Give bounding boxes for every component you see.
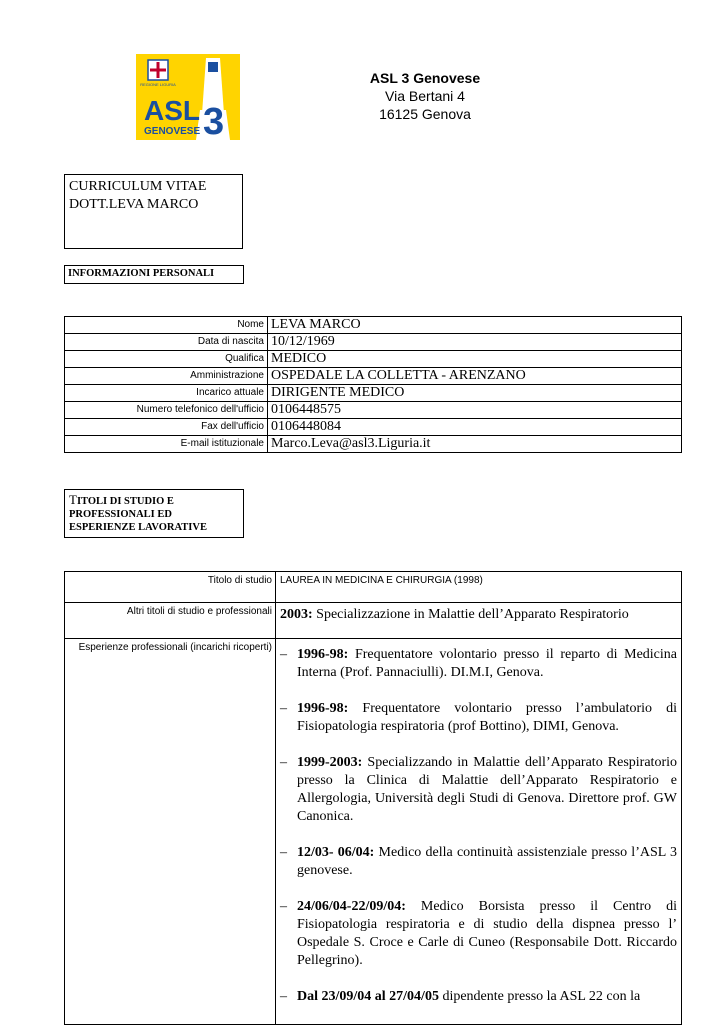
info-value: Marco.Leva@asl3.Liguria.it	[268, 436, 682, 453]
experience-period: 1999-2003:	[297, 755, 363, 770]
header-address	[352, 69, 498, 123]
altri-titoli-value	[276, 603, 682, 639]
table-row	[65, 603, 682, 639]
esperienze-value	[276, 639, 682, 1025]
experience-period: 1996-98:	[297, 701, 349, 716]
logo-subtitle: GENOVESE	[144, 126, 201, 137]
list-item	[280, 700, 677, 736]
experience-period: Dal 23/09/04 al 27/04/05	[297, 989, 439, 1004]
altri-titoli-label: Altri titoli di studio e professionali	[65, 603, 276, 639]
list-item	[280, 646, 677, 682]
dash-bullet: –	[280, 845, 287, 860]
dash-bullet: –	[280, 989, 287, 1004]
info-label: Incarico attuale	[65, 385, 268, 402]
dash-bullet: –	[280, 701, 287, 716]
info-value: DIRIGENTE MEDICO	[268, 385, 682, 402]
info-label: Qualifica	[65, 351, 268, 368]
info-label: Numero telefonico dell'ufficio	[65, 402, 268, 419]
logo-number: 3	[203, 101, 225, 140]
table-row	[65, 334, 682, 351]
cv-title: CURRICULUM VITAE	[69, 179, 207, 194]
titolo-value: LAUREA IN MEDICINA E CHIRURGIA (1998)	[276, 572, 682, 603]
info-label: E-mail istituzionale	[65, 436, 268, 453]
organization-city: 16125 Genova	[379, 106, 471, 122]
info-label: Nome	[65, 317, 268, 334]
info-label: Amministrazione	[65, 368, 268, 385]
altri-titoli-year: 2003:	[280, 607, 313, 622]
education-table	[64, 571, 682, 1025]
esperienze-label: Esperienze professionali (incarichi ricoperti)	[65, 639, 276, 1025]
experience-period: 12/03- 06/04:	[297, 845, 375, 860]
table-row	[65, 317, 682, 334]
table-row	[65, 402, 682, 419]
table-row	[65, 368, 682, 385]
personal-info-table	[64, 316, 682, 453]
section-personal-info-heading: INFORMAZIONI PERSONALI	[64, 265, 244, 284]
list-item	[280, 754, 677, 826]
info-value: MEDICO	[268, 351, 682, 368]
titolo-label: Titolo di studio	[65, 572, 276, 603]
info-value: LEVA MARCO	[268, 317, 682, 334]
organization-street: Via Bertani 4	[385, 88, 465, 104]
table-row	[65, 419, 682, 436]
info-value: 10/12/1969	[268, 334, 682, 351]
info-label: Fax dell'ufficio	[65, 419, 268, 436]
info-value: OSPEDALE LA COLLETTA - ARENZANO	[268, 368, 682, 385]
experience-text: Medico Borsista presso il Centro di Fisiopatologia respiratoria e di studio della dispnea presso l’ Ospedale S. Croce e Carle di Cuneo (Responsabile Dott. Riccardo Pellegrino).	[297, 899, 677, 968]
altri-titoli-text: Specializzazione in Malattie dell’Apparato Respiratorio	[312, 607, 629, 622]
experience-text: dipendente presso la ASL 22 con la	[438, 989, 641, 1004]
info-value: 0106448575	[268, 402, 682, 419]
experience-text: Frequentatore volontario presso il reparto di Medicina Interna (Prof. Pannaciulli). DI.M.I, Genova.	[297, 647, 677, 680]
table-row	[65, 639, 682, 1025]
experience-text: Frequentatore volontario presso l’ambulatorio di Fisiopatologia respiratoria (prof Bottino), DIMI, Genova.	[297, 701, 677, 734]
experience-period: 1996-98:	[297, 647, 349, 662]
experience-period: 24/06/04-22/09/04:	[297, 899, 406, 914]
organization-name: ASL 3 Genovese	[369, 70, 481, 86]
dash-bullet: –	[280, 647, 287, 662]
info-value: 0106448084	[268, 419, 682, 436]
table-row	[65, 385, 682, 402]
table-row	[65, 351, 682, 368]
dash-bullet: –	[280, 755, 287, 770]
experience-text: Specializzando in Malattie dell’Apparato Respiratorio presso la Clinica di Malattie dell’Apparato Respiratorio e Allergologia, Università degli Studi di Genova. Direttore prof. GW Canonica.	[297, 755, 677, 824]
table-row	[65, 436, 682, 453]
cv-title-box	[64, 174, 243, 249]
asl3-logo	[136, 54, 240, 140]
info-label: Data di nascita	[65, 334, 268, 351]
section-studies-text: ITOLI DI STUDIO E PROFESSIONALI ED ESPERIENZE LAVORATIVE	[69, 496, 207, 533]
experience-text: Medico della continuità assistenziale presso l’ASL 3 genovese.	[297, 845, 678, 878]
list-item	[280, 988, 677, 1006]
section-studies-heading	[64, 489, 244, 538]
list-item	[280, 898, 677, 970]
table-row	[65, 572, 682, 603]
cv-person: DOTT.LEVA MARCO	[69, 197, 199, 212]
dash-bullet: –	[280, 899, 287, 914]
section-studies-initial: T	[69, 492, 77, 507]
logo-shield-text: REGIONE LIGURIA	[140, 82, 176, 87]
logo-brand: ASL	[144, 95, 200, 126]
experience-list	[280, 641, 677, 1006]
list-item	[280, 844, 677, 880]
